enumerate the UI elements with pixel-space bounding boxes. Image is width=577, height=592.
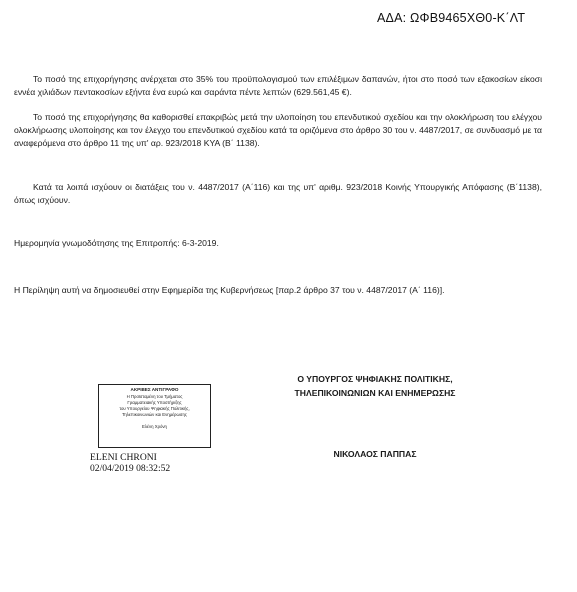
- digital-signer-name: ELENI CHRONI: [90, 452, 157, 463]
- stamp-line: Τηλεπικοινωνιών και Ενημέρωσης: [122, 412, 187, 417]
- digital-signature: [90, 452, 170, 474]
- stamp-signer-name: Ελένη Χρόνη: [142, 424, 167, 429]
- ada-code: ΑΔΑ: ΩΦΒ9465ΧΘ0-Κ΄ΛΤ: [377, 11, 526, 25]
- stamp-line: Η Προϊσταμένη του Τμήματος: [126, 394, 183, 399]
- paragraph-applicable-provisions: Κατά τα λοιπά ισχύουν οι διατάξεις του ν. 4487/2017 (Α΄116) και της υπ' αριθμ. 923/2018 Κοινής Υπουργικής Απόφασης (Β΄1138), όπως ισχύουν.: [14, 182, 542, 205]
- paragraph-opinion-date: Ημερομηνία γνωμοδότησης της Επιτροπής: 6-3-2019.: [14, 238, 219, 248]
- paragraph-grant-determination: Το ποσό της επιχορήγησης θα καθορισθεί επακριβώς μετά την υλοποίηση του επενδυτικού σχεδίου και την ολοκλήρωση του ελέγχου ολοκλήρωσης υλοποίησης και τον έλεγχο του επενδυτικού σχεδίου κατά τα οριζόμενα στο άρθρο 30 του ν. 4487/2017, σε συνδυασμό με τα αναφερόμενα στο άρθρο 11 της υπ' αρ. 923/2018 ΚΥΑ (Β΄ 1138).: [14, 112, 542, 148]
- stamp-line: του Υπουργείου Ψηφιακής Πολιτικής,: [119, 406, 190, 411]
- certified-copy-stamp: [98, 384, 211, 448]
- minister-title-line2: ΤΗΛΕΠΙΚΟΙΝΩΝΙΩΝ ΚΑΙ ΕΝΗΜΕΡΩΣΗΣ: [294, 388, 456, 398]
- stamp-line: Γραμματειακής Υποστήριξης: [127, 400, 182, 405]
- minister-title: [265, 372, 485, 400]
- digital-signature-timestamp: 02/04/2019 08:32:52: [90, 463, 171, 474]
- paragraph-grant-amount: Το ποσό της επιχορήγησης ανέρχεται στο 35% του προϋπολογισμού των επιλέξιμων δαπανών, ήτοι στο ποσό των εξακοσίων είκοσι εννέα χιλιάδων πεντακοσίων εξήντα ένα ευρώ και σαράντα πέντε λεπτών (629.561,45 €).: [14, 74, 542, 97]
- minister-title-line1: Ο ΥΠΟΥΡΓΟΣ ΨΗΦΙΑΚΗΣ ΠΟΛΙΤΙΚΗΣ,: [297, 374, 453, 384]
- paragraph-publication-order: Η Περίληψη αυτή να δημοσιευθεί στην Εφημερίδα της Κυβερνήσεως [παρ.2 άρθρο 37 του ν. 4487/2017 (Α΄ 116)].: [14, 285, 445, 295]
- stamp-title: ΑΚΡΙΒΕΣ ΑΝΤΙΓΡΑΦΟ: [130, 387, 179, 392]
- minister-name: ΝΙΚΟΛΑΟΣ ΠΑΠΠΑΣ: [333, 449, 417, 459]
